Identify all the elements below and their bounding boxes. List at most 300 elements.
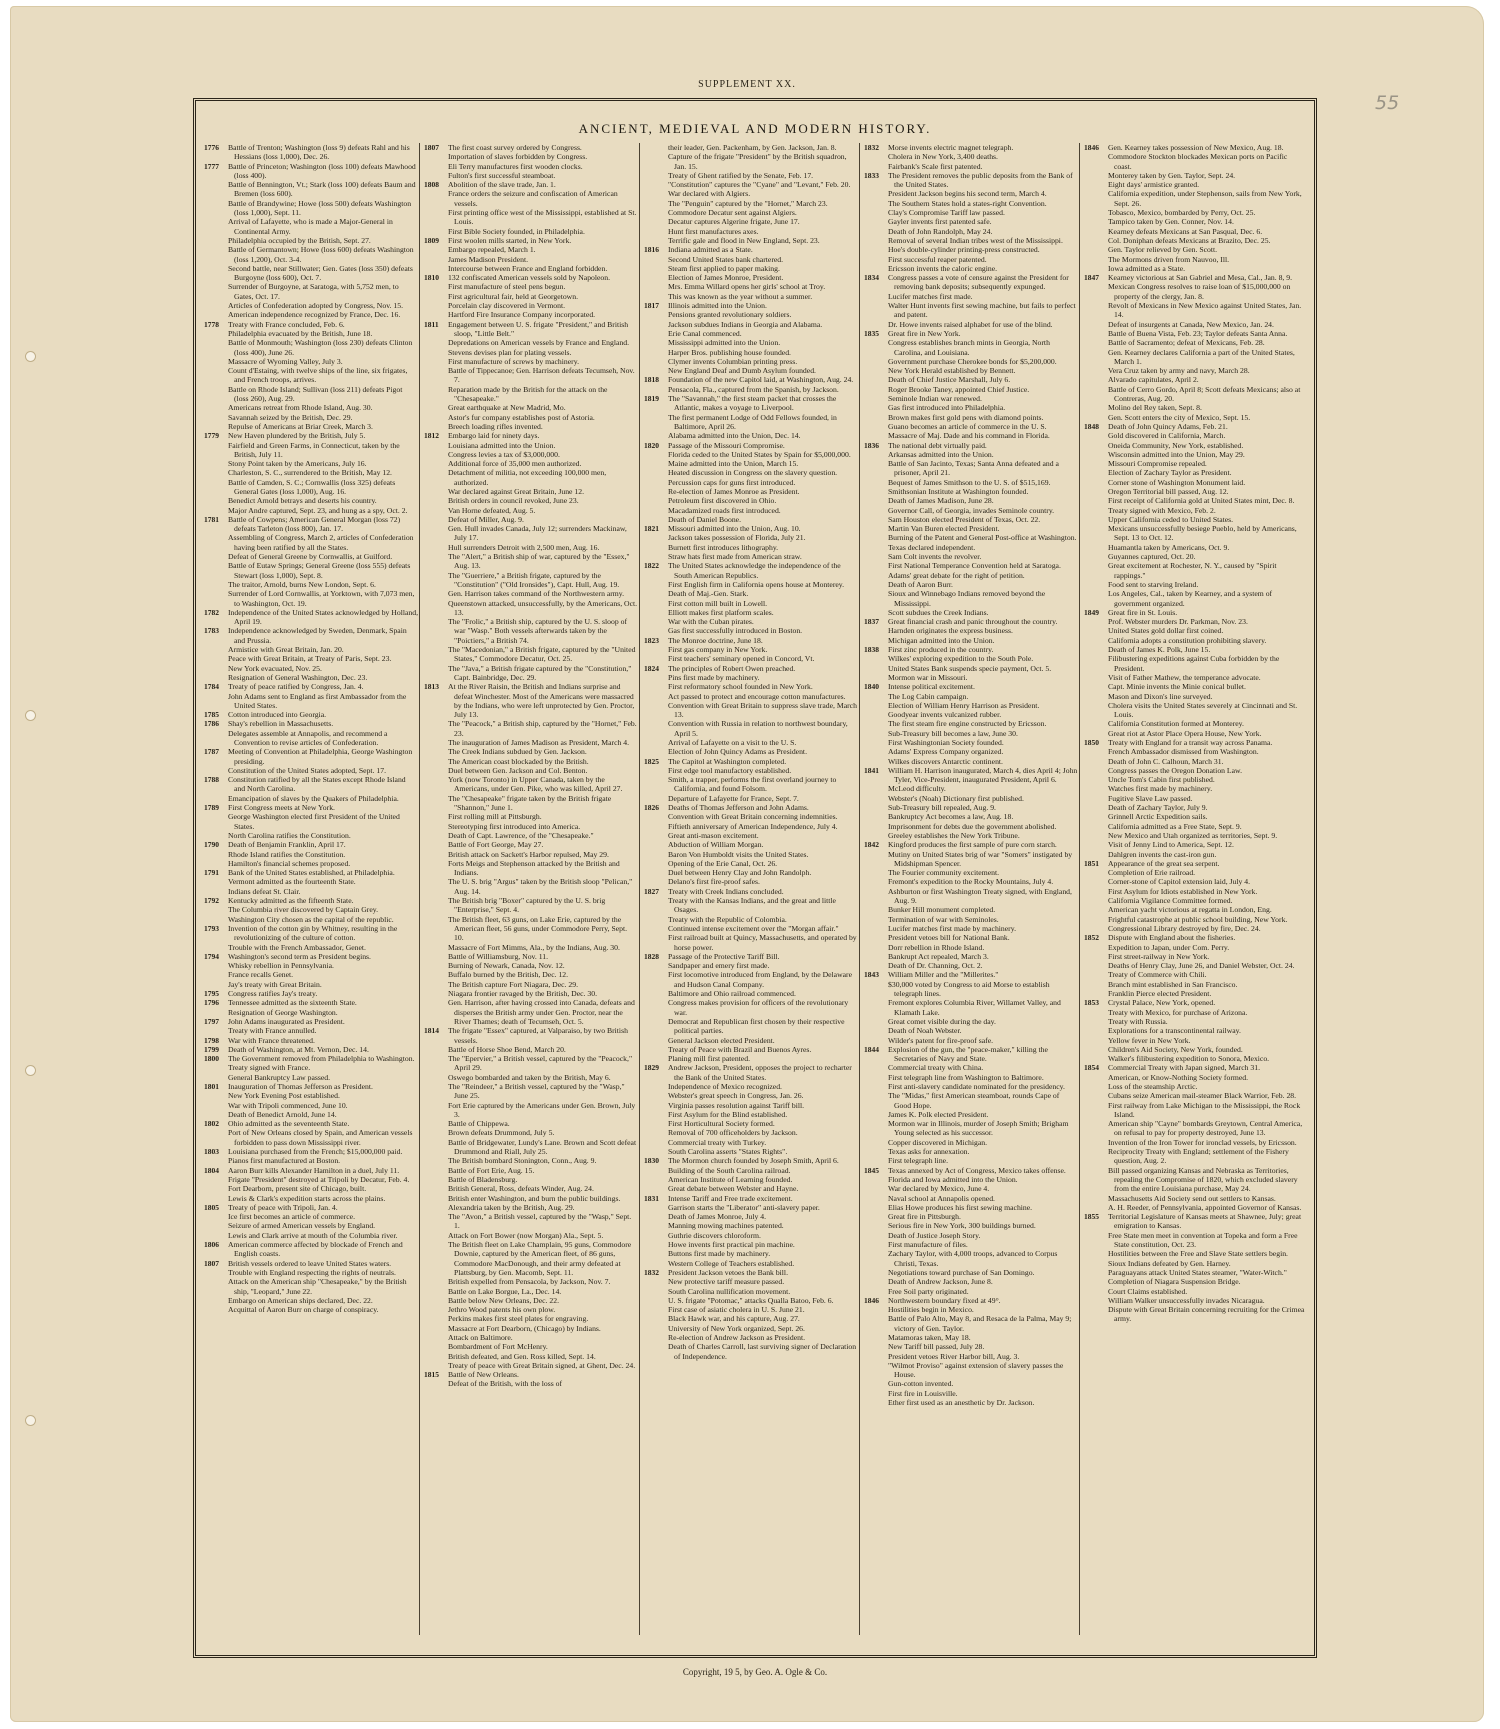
event-list bbox=[668, 394, 858, 440]
year-entry bbox=[424, 180, 638, 236]
year-label: 1798 bbox=[204, 1035, 219, 1045]
year-label: 1853 bbox=[1084, 998, 1099, 1008]
event-item: Explorations for a transcontinental railway. bbox=[1108, 1026, 1241, 1036]
event-item: British enter Washington, and burn the public buildings. bbox=[448, 1193, 621, 1203]
event-item: Charleston, S. C., surrendered to the British, May 12. bbox=[228, 468, 392, 478]
event-item: The British fleet, 63 guns, on Lake Erie, captured by the American fleet, 56 guns, under Commodore Perry, Sept. 10. bbox=[448, 914, 628, 943]
event-item: Convention with Great Britain to suppress slave trade, March 13. bbox=[668, 700, 857, 720]
event-list bbox=[228, 1017, 418, 1036]
year-label: 1834 bbox=[864, 273, 879, 283]
event-item: Baron Von Humboldt visits the United States. bbox=[668, 849, 809, 859]
event-item: Americans retreat from Rhode Island, Aug. 30. bbox=[228, 403, 373, 413]
event-item: Great fire in Pittsburgh. bbox=[888, 1212, 961, 1222]
event-item: Governor Call, of Georgia, invades Seminole country. bbox=[888, 505, 1055, 515]
event-item: First railroad built at Quincy, Massachusetts, and operated by horse power. bbox=[668, 933, 857, 952]
event-item: Capt. Minie invents the Minie conical bullet. bbox=[1108, 682, 1246, 692]
event-item: Government purchase Cherokee bonds for $5,200,000. bbox=[888, 356, 1057, 366]
event-item: Fairfield and Green Farms, in Connecticut, taken by the British, July 11. bbox=[228, 440, 400, 459]
event-item: Philadelphia evacuated by the British, June 18. bbox=[228, 328, 373, 338]
event-item: $30,000 voted by Congress to aid Morse to establish telegraph lines. bbox=[888, 979, 1050, 999]
event-item: Terrific gale and flood in New England, Sept. 23. bbox=[668, 235, 820, 245]
event-list bbox=[228, 868, 418, 896]
event-list bbox=[1108, 998, 1306, 1063]
event-item: Count d'Estaing, with twelve ships of the line, six frigates, and French troops, arrives. bbox=[228, 366, 408, 385]
event-item: The British capture Fort Niagara, Dec. 29. bbox=[448, 979, 579, 989]
event-item: Kingford produces the first sample of pure corn starch. bbox=[888, 840, 1057, 850]
event-item: Treaty of peace with Tripoli, Jan. 4. bbox=[228, 1202, 338, 1212]
event-item: United States Bank suspends specie payment, Oct. 5. bbox=[888, 663, 1052, 673]
year-label: 1838 bbox=[864, 645, 879, 655]
event-item: First agricultural fair, held at Georgetown. bbox=[448, 291, 578, 301]
event-item: Battle of Cerro Gordo, April 8; Scott defeats Mexicans; also at Contreras, Aug. 20. bbox=[1108, 384, 1301, 404]
event-item: California admitted as a Free State, Sept. 9. bbox=[1108, 821, 1242, 831]
event-item: Attack on Fort Bower (now Morgan) Ala., Sept. 5. bbox=[448, 1230, 604, 1240]
event-item: Battle of New Orleans. bbox=[448, 1370, 519, 1380]
year-entry bbox=[864, 1296, 1078, 1408]
event-item: First Bible Society founded, in Philadelphia. bbox=[448, 226, 585, 236]
event-item: General Jackson elected President. bbox=[668, 1035, 775, 1045]
event-item: French Ambassador dismissed from Washington. bbox=[1108, 747, 1259, 757]
event-item: Guthrie discovers chloroform. bbox=[668, 1230, 761, 1240]
event-item: Gen. Kearney declares California a part of the United States, March 1. bbox=[1108, 347, 1295, 366]
year-entry bbox=[864, 682, 1078, 766]
event-item: Goodyear invents vulcanized rubber. bbox=[888, 710, 1002, 720]
event-item: Death of Justice Joseph Story. bbox=[888, 1230, 981, 1240]
event-item: Washington City chosen as the capital of the republic. bbox=[228, 914, 394, 924]
year-label: 1851 bbox=[1084, 858, 1099, 868]
event-item: James Madison President. bbox=[448, 254, 529, 264]
event-item: Wilder's patent for fire-proof safe. bbox=[888, 1035, 994, 1045]
event-item: Fremont explores Columbia River, Willamet Valley, and Klamath Lake. bbox=[888, 998, 1061, 1017]
year-entry bbox=[1084, 1063, 1306, 1212]
event-item: Clay's Compromise Tariff law passed. bbox=[888, 208, 1005, 218]
event-item: Bunker Hill monument completed. bbox=[888, 905, 996, 915]
event-item: Pins first made by machinery. bbox=[668, 672, 760, 682]
event-item: Macadamized roads first introduced. bbox=[668, 505, 781, 515]
event-item: The "Midas," first American steamboat, rounds Cape of Good Hope. bbox=[888, 1091, 1060, 1110]
event-item: Gen. Harrison takes command of the Northwestern army. bbox=[448, 589, 625, 599]
year-entry bbox=[864, 143, 1078, 171]
year-entry bbox=[204, 896, 418, 924]
event-item: Percussion caps for guns first introduced. bbox=[668, 477, 796, 487]
year-entry bbox=[204, 626, 418, 682]
event-item: Hostilities between the Free and Slave State settlers begin. bbox=[1108, 1249, 1288, 1259]
event-item: Act passed to protect and encourage cotton manufactures. bbox=[668, 691, 846, 701]
year-label: 1841 bbox=[864, 765, 879, 775]
event-item: Heated discussion in Congress on the slavery question. bbox=[668, 468, 838, 478]
year-label: 1782 bbox=[204, 607, 219, 617]
event-item: Depredations on American vessels by France and England. bbox=[448, 338, 630, 348]
event-item: Forts Meigs and Stephenson attacked by the British and Indians. bbox=[448, 858, 620, 878]
event-item: Kearney defeats Mexicans at San Pasqual, Dec. 6. bbox=[1108, 226, 1263, 236]
event-item: Scott subdues the Creek Indians. bbox=[888, 607, 989, 617]
event-item: Democrat and Republican first chosen by their respective political parties. bbox=[668, 1016, 845, 1036]
event-item: Battle of Brandywine; Howe (loss 500) defeats Washington (loss 1,000), Sept. 11. bbox=[228, 198, 412, 218]
event-item: Battle of Monmouth; Washington (loss 230) defeats Clinton (loss 400), June 26. bbox=[228, 338, 413, 357]
event-item: War declared by Mexico, June 4. bbox=[888, 1184, 990, 1194]
year-label: 1826 bbox=[644, 803, 659, 813]
year-label: 1811 bbox=[424, 319, 439, 329]
event-item: Congressional Library destroyed by fire, Dec. 24. bbox=[1108, 923, 1261, 933]
event-item: First telegraph line. bbox=[888, 1156, 948, 1166]
event-item: Gas first successfully introduced in Boston. bbox=[668, 626, 803, 636]
event-item: Completion of Niagara Suspension Bridge. bbox=[1108, 1277, 1241, 1287]
event-item: Assembling of Congress, March 2, articles of Confederation having been ratified by all the States. bbox=[228, 533, 414, 552]
event-item: First Asylum for the Blind established. bbox=[668, 1109, 788, 1119]
event-list bbox=[228, 1054, 418, 1082]
event-item: First Congress meets at New York. bbox=[228, 803, 335, 813]
event-item: Fiftieth anniversary of American Independence, July 4. bbox=[668, 821, 838, 831]
event-item: Articles of Confederation adopted by Congress, Nov. 15. bbox=[228, 301, 403, 311]
event-list bbox=[888, 645, 1078, 682]
event-list bbox=[228, 1119, 418, 1147]
year-entry bbox=[864, 1166, 1078, 1296]
event-item: Additional force of 35,000 men authorized. bbox=[448, 459, 582, 469]
event-item: Sioux Indians defeated by Gen. Harney. bbox=[1108, 1258, 1231, 1268]
event-list bbox=[228, 515, 418, 608]
event-item: their leader, Gen. Packenham, by Gen. Jackson, Jan. 8. bbox=[668, 143, 837, 152]
event-item: Texas annexed by Act of Congress, Mexico takes offense. bbox=[888, 1165, 1066, 1175]
event-list bbox=[448, 320, 638, 432]
event-item: Wilkes discovers Antarctic continent. bbox=[888, 756, 1003, 766]
event-item: First manufacture of steel pens begun. bbox=[448, 282, 566, 292]
event-item: Great financial crash and panic throughout the country. bbox=[888, 617, 1058, 627]
page-sheet bbox=[10, 6, 1484, 1722]
event-list bbox=[228, 608, 418, 627]
event-item: Second United States bank chartered. bbox=[668, 254, 784, 264]
history-frame bbox=[193, 98, 1317, 1677]
event-item: War declared against Great Britain, June 12. bbox=[448, 486, 584, 496]
event-item: Importation of slaves forbidden by Congress. bbox=[448, 152, 588, 162]
event-item: Invention of the cotton gin by Whitney, resulting in the revolutionizing of the culture of cotton. bbox=[228, 923, 398, 943]
event-item: Treaty with France concluded, Feb. 6. bbox=[228, 319, 345, 329]
event-item: Erie Canal commenced. bbox=[668, 328, 742, 338]
event-item: The "Macedonian," a British frigate, captured by the "United States," Commodore Decatur, Oct. 25. bbox=[448, 645, 636, 664]
event-item: Louisiana admitted into the Union. bbox=[448, 440, 556, 450]
event-item: Sam Colt invents the revolver. bbox=[888, 552, 982, 562]
event-item: France recalls Genet. bbox=[228, 970, 294, 980]
event-item: Elias Howe produces his first sewing machine. bbox=[888, 1202, 1033, 1212]
year-entry bbox=[204, 998, 418, 1017]
event-item: Van Horne defeated, Aug. 5. bbox=[448, 505, 536, 515]
event-item: The Government removed from Philadelphia to Washington. bbox=[228, 1054, 415, 1064]
event-list bbox=[668, 301, 858, 375]
event-item: Buffalo burned by the British, Dec. 12. bbox=[448, 970, 569, 980]
event-list bbox=[1108, 1212, 1306, 1324]
event-item: Indians defeat St. Clair. bbox=[228, 886, 301, 896]
year-entry bbox=[644, 441, 858, 525]
event-item: Battle of Fort Erie, Aug. 15. bbox=[448, 1165, 535, 1175]
event-item: Western College of Teachers established. bbox=[668, 1258, 795, 1268]
event-item: The British brig "Boxer" captured by the U. S. brig "Enterprise," Sept. 4. bbox=[448, 896, 606, 915]
event-item: York (now Toronto) in Upper Canada, taken by the Americans, under Gen. Pike, who was killed, April 27. bbox=[448, 775, 623, 794]
event-item: First reformatory school founded in New York. bbox=[668, 682, 813, 692]
event-item: Dispute with England about the fisheries. bbox=[1108, 933, 1236, 943]
column-divider bbox=[419, 143, 420, 1635]
event-item: The inauguration of James Madison as President, March 4. bbox=[448, 738, 630, 747]
column-divider bbox=[639, 143, 640, 1635]
event-item: Building of the South Carolina railroad. bbox=[668, 1165, 791, 1175]
event-item: Re-election of Andrew Jackson as President. bbox=[668, 1333, 806, 1342]
event-item: Explosion of the gun, the "peace-maker," killing the Secretaries of Navy and State. bbox=[888, 1044, 1048, 1064]
event-item: Frigate "President" destroyed at Tripoli by Decatur, Feb. 4. bbox=[228, 1174, 410, 1184]
event-list bbox=[1108, 1063, 1306, 1212]
year-label: 1821 bbox=[644, 524, 659, 534]
year-entry bbox=[204, 682, 418, 710]
event-item: The "Chesapeake" frigate taken by the British frigate "Shannon," June 1. bbox=[448, 793, 612, 813]
year-label: 1824 bbox=[644, 663, 659, 673]
event-item: Battle of Williamsburg, Nov. 11. bbox=[448, 951, 549, 961]
event-item: Rhode Island ratifies the Constitution. bbox=[228, 849, 346, 859]
event-item: Resignation of General Washington, Dec. 23. bbox=[228, 672, 368, 682]
event-item: American independence recognized by France, Dec. 16. bbox=[228, 310, 401, 320]
event-item: Constitution of the United States adopted, Sept. 17. bbox=[228, 765, 387, 775]
event-item: Washington's second term as President begins. bbox=[228, 951, 371, 961]
event-item: American, or Know-Nothing Society formed. bbox=[1108, 1072, 1249, 1082]
event-item: First receipt of California gold at United States mint, Dec. 8. bbox=[1108, 496, 1295, 506]
event-item: Death of John Randolph, May 24. bbox=[888, 226, 993, 236]
event-item: Monterey taken by Gen. Taylor, Sept. 24. bbox=[1108, 170, 1236, 180]
event-item: Wisconsin admitted into the Union, May 29. bbox=[1108, 449, 1245, 459]
event-item: Territorial Legislature of Kansas meets at Shawnee, July; great emigration to Kansas. bbox=[1108, 1212, 1302, 1231]
event-item: Gayler invents first patented safe. bbox=[888, 217, 992, 227]
punch-hole bbox=[26, 352, 35, 361]
event-list bbox=[1108, 422, 1306, 608]
year-label: 1825 bbox=[644, 756, 659, 766]
event-list bbox=[668, 952, 858, 1064]
event-item: Iowa admitted as a State. bbox=[1108, 263, 1186, 273]
event-item: The frigate "Essex" captured, at Valparaiso, by two British vessels. bbox=[448, 1026, 628, 1045]
event-item: Great comet visible during the day. bbox=[888, 1016, 996, 1026]
event-item: Revolt of Mexicans in New Mexico against United States, Jan. 14. bbox=[1108, 301, 1302, 320]
year-label: 1835 bbox=[864, 328, 879, 338]
event-item: First rolling mill at Pittsburgh. bbox=[448, 812, 542, 822]
event-list bbox=[228, 626, 418, 682]
event-item: The "Frolic," a British ship, captured by the U. S. sloop of war "Wasp." Both vessels afterwards taken by the "Poictiers," a British 74. bbox=[448, 617, 628, 645]
event-item: Great debate between Webster and Hayne. bbox=[668, 1184, 799, 1194]
event-item: Northwestern boundary fixed at 49°. bbox=[888, 1295, 1001, 1305]
event-list bbox=[888, 1166, 1078, 1296]
event-item: Gen. Harrison, after having crossed into Canada, defeats and disperses the British army under Gen. Proctor, near the River Thames; death of Tecumseh, Oct. 5. bbox=[448, 998, 635, 1026]
event-item: Shay's rebellion in Massachusetts. bbox=[228, 719, 334, 729]
event-item: Dr. Howe invents raised alphabet for use of the blind. bbox=[888, 319, 1053, 329]
event-item: Commercial treaty with China. bbox=[888, 1063, 984, 1073]
year-label: 1805 bbox=[204, 1202, 219, 1212]
event-list bbox=[668, 664, 858, 757]
event-item: The "Epervier," a British vessel, captured by the "Peacock," April 29. bbox=[448, 1054, 633, 1073]
year-entry bbox=[644, 1268, 858, 1361]
event-item: Great excitement at Rochester, N. Y., caused by "Spirit rappings." bbox=[1108, 561, 1277, 580]
event-list bbox=[888, 840, 1078, 970]
event-item: Huamantla taken by Americans, Oct. 9. bbox=[1108, 542, 1230, 552]
event-item: George Washington elected first President of the United States. bbox=[228, 812, 400, 831]
event-item: Detachment of militia, not exceeding 100,000 men, authorized. bbox=[448, 468, 607, 487]
event-item: Emancipation of slaves by the Quakers of Philadelphia. bbox=[228, 793, 399, 803]
year-entry bbox=[204, 1045, 418, 1054]
event-item: American commerce affected by blockade of French and English coasts. bbox=[228, 1240, 403, 1259]
event-list bbox=[668, 757, 858, 803]
event-item: Foundation of the new Capitol laid, at Washington, Aug. 24. bbox=[668, 375, 854, 385]
page-title: ANCIENT, MEDIEVAL AND MODERN HISTORY. bbox=[578, 121, 932, 136]
event-item: The first permanent Lodge of Odd Fellows founded, in Baltimore, April 26. bbox=[668, 412, 837, 431]
event-item: Acquittal of Aaron Burr on charge of conspiracy. bbox=[228, 1305, 379, 1315]
event-item: The "Avon," a British vessel, captured by the "Wasp," Sept. 1. bbox=[448, 1212, 632, 1231]
event-list bbox=[668, 636, 858, 664]
event-item: Mormon war in Missouri. bbox=[888, 672, 968, 682]
event-list bbox=[668, 803, 858, 887]
event-item: General Bankruptcy Law passed. bbox=[228, 1072, 331, 1082]
year-entry bbox=[644, 1194, 858, 1268]
event-list bbox=[228, 803, 418, 840]
year-label: 1820 bbox=[644, 440, 659, 450]
year-label: 1813 bbox=[424, 682, 439, 692]
event-list bbox=[228, 989, 418, 998]
event-item: Embargo repealed, March 1. bbox=[448, 245, 536, 255]
event-item: Battle of Tippecanoe; Gen. Harrison defeats Tecumseh, Nov. 7. bbox=[448, 366, 635, 385]
event-item: Morse invents electric magnet telegraph. bbox=[888, 143, 1014, 152]
event-list bbox=[668, 441, 858, 525]
event-list bbox=[888, 273, 1078, 329]
punch-hole bbox=[26, 1066, 35, 1075]
year-entry bbox=[644, 664, 858, 757]
event-item: The Fourier community excitement. bbox=[888, 868, 1000, 878]
year-entry bbox=[864, 645, 1078, 682]
year-entry bbox=[644, 561, 858, 635]
event-item: Naval school at Annapolis opened. bbox=[888, 1193, 995, 1203]
event-item: Missouri admitted into the Union, Aug. 10. bbox=[668, 524, 801, 534]
year-entry bbox=[1084, 273, 1306, 422]
event-item: Fort Dearborn, present site of Chicago, built. bbox=[228, 1184, 367, 1194]
event-item: Adams' great debate for the right of petition. bbox=[888, 570, 1025, 580]
event-item: British vessels ordered to leave United States waters. bbox=[228, 1258, 392, 1268]
event-item: Commodore Stockton blockades Mexican ports on Pacific coast. bbox=[1108, 152, 1288, 171]
event-list bbox=[228, 1147, 418, 1166]
event-item: Defeat of insurgents at Canada, New Mexico, Jan. 24. bbox=[1108, 319, 1274, 329]
year-label: 1799 bbox=[204, 1044, 219, 1054]
event-item: Hartford Fire Insurance Company incorporated. bbox=[448, 310, 596, 320]
event-item: Bombardment of Fort McHenry. bbox=[448, 1342, 548, 1352]
event-item: Franklin Pierce elected President. bbox=[1108, 989, 1212, 999]
event-item: Death of Charles Carroll, last surviving signer of Declaration of Independence. bbox=[668, 1342, 857, 1361]
event-list bbox=[668, 561, 858, 635]
event-item: Sandpaper and emery first made. bbox=[668, 961, 770, 971]
event-item: Battle of Princeton; Washington (loss 100) defeats Mawhood (loss 400). bbox=[228, 161, 416, 180]
event-item: Walker's filibustering expedition to Sonora, Mexico. bbox=[1108, 1054, 1270, 1064]
event-item: Fremont's expedition to the Rocky Mountains, July 4. bbox=[888, 877, 1054, 887]
event-list bbox=[668, 245, 858, 301]
event-item: Illinois admitted into the Union. bbox=[668, 301, 767, 311]
event-list bbox=[228, 320, 418, 432]
event-item: Manning mowing machines patented. bbox=[668, 1221, 784, 1231]
event-list bbox=[668, 1268, 858, 1361]
event-item: Congress makes provision for officers of the revolutionary war. bbox=[668, 998, 849, 1017]
event-item: First fire in Louisville. bbox=[888, 1388, 958, 1398]
year-label: 1840 bbox=[864, 682, 879, 692]
year-label: 1803 bbox=[204, 1147, 219, 1157]
event-item: The first steam fire engine constructed by Ericsson. bbox=[888, 719, 1047, 729]
event-item: Battle of Trenton; Washington (loss 9) defeats Rahl and his Hessians (loss 1,000), Dec. 26. bbox=[228, 143, 410, 162]
year-entry bbox=[204, 1054, 418, 1082]
event-item: Bill passed organizing Kansas and Nebraska as Territories, repealing the Compromise of 1820, which excluded slavery from the entire Louisiana purchase, May 24. bbox=[1108, 1165, 1298, 1194]
year-entry bbox=[204, 1119, 418, 1147]
event-item: Massacre of Maj. Dade and his command in Florida. bbox=[888, 431, 1050, 441]
event-item: War declared with Algiers. bbox=[668, 189, 751, 199]
event-item: Mexican Congress resolves to raise loan of $15,000,000 on property of the clergy, Jan. 8. bbox=[1108, 282, 1291, 301]
event-item: Capture of the frigate "President" by the British squadron, Jan. 15. bbox=[668, 152, 847, 171]
event-item: Lucifer matches first made by machinery. bbox=[888, 923, 1016, 933]
year-label: 1786 bbox=[204, 719, 219, 729]
year-entry bbox=[204, 710, 418, 719]
event-item: The Mormons driven from Nauvoo, Ill. bbox=[1108, 254, 1230, 264]
event-item: Battle of Eutaw Springs; General Greene (loss 555) defeats Stewart (loss 1,000), Sept. 8. bbox=[228, 561, 411, 580]
year-label: 1842 bbox=[864, 840, 879, 850]
event-item: Howe invents first practical pin machine. bbox=[668, 1240, 795, 1250]
margin-page-number: 55 bbox=[1375, 92, 1400, 114]
event-item: Attack on the American ship "Chesapeake," by the British ship, "Leopard," June 22. bbox=[228, 1277, 407, 1296]
event-item: Delegates assemble at Annapolis, and recommend a Convention to revise articles of Confederation. bbox=[228, 728, 388, 747]
year-entry bbox=[204, 868, 418, 896]
year-label: 1791 bbox=[204, 868, 219, 878]
event-item: Copper discovered in Michigan. bbox=[888, 1137, 988, 1147]
year-label: 1823 bbox=[644, 635, 659, 645]
event-item: The American coast blockaded by the British. bbox=[448, 756, 589, 766]
event-item: Death of Chief Justice Marshall, July 6. bbox=[888, 375, 1011, 385]
year-label: 1855 bbox=[1084, 1212, 1099, 1222]
event-item: The United States acknowledge the independence of the South American Republics. bbox=[668, 561, 841, 580]
event-item: British attack on Sackett's Harbor repulsed, May 29. bbox=[448, 849, 609, 859]
event-item: Jethro Wood patents his own plow. bbox=[448, 1305, 556, 1315]
event-item: Porcelain clay discovered in Vermont. bbox=[448, 301, 566, 311]
event-item: Cotton introduced into Georgia. bbox=[228, 710, 327, 720]
year-entry bbox=[864, 840, 1078, 970]
event-list bbox=[1108, 143, 1306, 273]
event-item: Congress passes a vote of censure against the President for removing bank deposits; subsequently expunged. bbox=[888, 273, 1069, 292]
event-item: Mexicans unsuccessfully besiege Pueblo, held by Americans, Sept. 13 to Oct. 12. bbox=[1108, 524, 1297, 543]
event-item: Zachary Taylor, with 4,000 troops, advanced to Corpus Christi, Texas. bbox=[888, 1249, 1058, 1268]
year-label: 1846 bbox=[1084, 143, 1099, 152]
event-item: New England Deaf and Dumb Asylum founded. bbox=[668, 366, 816, 376]
event-item: Seizure of armed American vessels by England. bbox=[228, 1221, 376, 1231]
event-item: Appearance of the great sea serpent. bbox=[1108, 858, 1220, 868]
year-label: 1790 bbox=[204, 840, 219, 850]
event-item: Molino del Rey taken, Sept. 8. bbox=[1108, 403, 1202, 413]
event-item: Death of Andrew Jackson, June 8. bbox=[888, 1277, 993, 1287]
event-item: Treaty of peace with Great Britain signed, at Ghent, Dec. 24. bbox=[448, 1360, 636, 1370]
event-item: Ashburton or first Washington Treaty signed, with England, Aug. 9. bbox=[888, 886, 1072, 906]
event-item: Death of John Quincy Adams, Feb. 21. bbox=[1108, 421, 1228, 431]
event-item: Lucifer matches first made. bbox=[888, 291, 973, 301]
running-head: SUPPLEMENT XX. bbox=[698, 79, 796, 90]
event-item: American Institute of Learning founded. bbox=[668, 1174, 793, 1184]
event-item: Battle of Bennington, Vt.; Stark (loss 100) defeats Baum and Bremen (loss 600). bbox=[228, 180, 416, 199]
event-item: Defeat of the British, with the loss of bbox=[448, 1379, 563, 1389]
year-entry bbox=[644, 143, 858, 245]
event-list bbox=[668, 524, 858, 561]
event-item: Treaty with the Kansas Indians, and the great and little Osages. bbox=[668, 896, 836, 915]
event-item: Abolition of the slave trade, Jan. 1. bbox=[448, 180, 556, 190]
event-list bbox=[228, 682, 418, 710]
event-list bbox=[228, 1036, 418, 1045]
event-list bbox=[228, 162, 418, 320]
event-item: Gen. Hull invades Canada, July 12; surrenders Mackinaw, July 17. bbox=[448, 524, 627, 543]
event-item: Hunt first manufactures axes. bbox=[668, 226, 759, 236]
year-entry bbox=[204, 1203, 418, 1240]
year-label: 1854 bbox=[1084, 1063, 1099, 1073]
event-item: Embargo on American ships declared, Dec. 22. bbox=[228, 1295, 373, 1305]
event-item: Fort Erie captured by the Americans under Gen. Brown, July 3. bbox=[448, 1100, 636, 1119]
year-label: 1809 bbox=[424, 235, 439, 245]
event-item: Great fire in St. Louis. bbox=[1108, 607, 1178, 617]
